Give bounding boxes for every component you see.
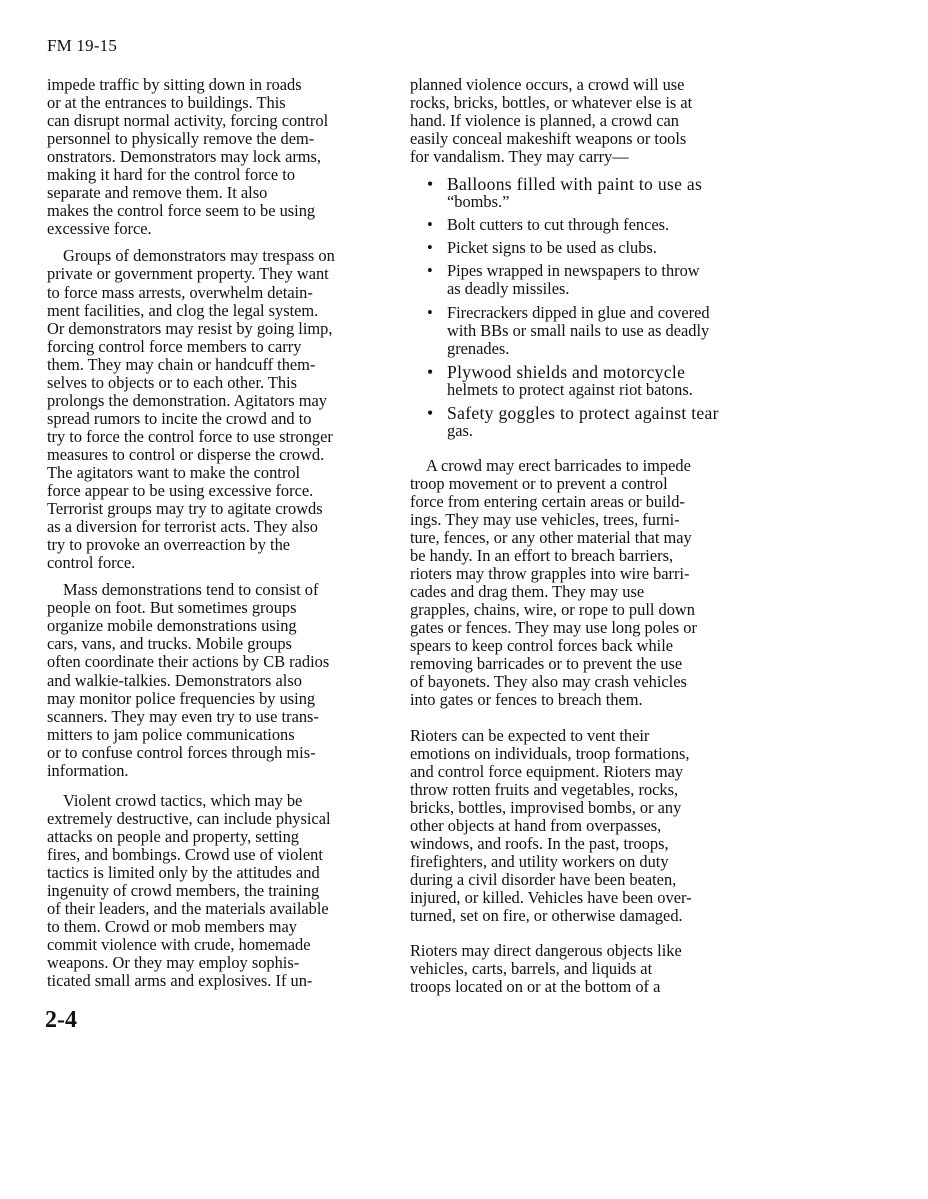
text-line: throw rotten fruits and vegetables, rocks, (410, 779, 679, 799)
text-line: making it hard for the control force to (47, 165, 296, 185)
text-line: and control force equipment. Rioters may (410, 761, 684, 781)
text-line: ticated small arms and explosives. If un- (47, 971, 313, 991)
text-line: ment facilities, and clog the legal system. (47, 300, 319, 320)
list-item (410, 216, 745, 234)
list-item-text: Plywood shields and motorcycle (447, 361, 686, 382)
paragraph (47, 581, 379, 780)
text-line: often coordinate their actions by CB radios (47, 652, 330, 672)
page-number: 2-4 (45, 1007, 77, 1033)
text-line: The agitators want to make the control (47, 462, 301, 482)
text-line: or to confuse control forces through mis- (47, 742, 316, 762)
text-line: commit violence with crude, homemade (47, 935, 311, 955)
list-item-text: with BBs or small nails to use as deadly (447, 320, 710, 340)
text-line: attacks on people and property, setting (47, 826, 300, 846)
paragraph (410, 76, 745, 166)
text-line: to force mass arrests, overwhelm detain- (47, 282, 313, 302)
list-item-text: Picket signs to be used as clubs. (447, 238, 657, 258)
text-line: bricks, bottles, improvised bombs, or any (410, 797, 682, 817)
text-line: into gates or fences to breach them. (410, 690, 643, 710)
list-item-text: grenades. (447, 338, 510, 358)
text-line: troop movement or to prevent a control (410, 473, 668, 493)
document-header: FM 19-15 (47, 36, 118, 55)
bullet-icon: • (427, 261, 433, 281)
text-line: private or government property. They want (47, 264, 329, 284)
text-line: force from entering certain areas or build- (410, 491, 685, 511)
text-line: selves to objects or to each other. This (47, 372, 298, 392)
bullet-icon: • (427, 174, 434, 195)
text-line: Rioters can be expected to vent their (410, 725, 650, 745)
list-item-text: helmets to protect against riot batons. (447, 379, 693, 399)
list-item-text: Firecrackers dipped in glue and covered (447, 302, 710, 322)
text-line: may monitor police frequencies by using (47, 688, 316, 708)
list-item-text: Bolt cutters to cut through fences. (447, 215, 670, 235)
text-line: spears to keep control forces back while (410, 636, 674, 656)
text-line: turned, set on fire, or otherwise damaged. (410, 905, 683, 925)
text-line: gates or fences. They may use long poles or (410, 618, 697, 638)
text-line: injured, or killed. Vehicles have been over- (410, 887, 692, 907)
bullet-icon: • (427, 302, 433, 322)
list-item-text: Pipes wrapped in newspapers to throw (447, 261, 700, 281)
text-line: weapons. Or they may employ sophis- (47, 953, 300, 973)
text-line: A crowd may erect barricades to impede (426, 455, 691, 475)
text-line: Mass demonstrations tend to consist of (63, 580, 319, 600)
list-item (410, 262, 745, 298)
text-line: during a civil disorder have been beaten, (410, 869, 677, 889)
paragraph (410, 457, 745, 710)
text-line: spread rumors to incite the crowd and to (47, 408, 312, 428)
paragraph (47, 76, 379, 238)
text-line: try to force the control force to use stronger (47, 426, 333, 446)
text-line: cars, vans, and trucks. Mobile groups (47, 634, 292, 654)
left-column (47, 76, 379, 990)
list-item-text: gas. (447, 420, 473, 440)
text-line: fires, and bombings. Crowd use of violent (47, 844, 323, 864)
text-line: information. (47, 760, 129, 780)
paragraph (410, 942, 745, 996)
list-item-text: as deadly missiles. (447, 279, 570, 299)
text-line: planned violence occurs, a crowd will use (410, 75, 685, 94)
text-line: ingenuity of crowd members, the training (47, 881, 320, 901)
text-line: Terrorist groups may try to agitate crowds (47, 499, 323, 519)
text-line: for vandalism. They may carry— (410, 147, 629, 167)
text-line: and walkie-talkies. Demonstrators also (47, 670, 302, 690)
text-line: of bayonets. They also may crash vehicles (410, 672, 687, 692)
text-line: ings. They may use vehicles, trees, furni- (410, 509, 680, 529)
text-line: extremely destructive, can include physical (47, 808, 331, 828)
text-line: Or demonstrators may resist by going limp, (47, 318, 333, 338)
list-item (410, 404, 745, 440)
text-line: hand. If violence is planned, a crowd can (410, 111, 679, 131)
text-line: prolongs the demonstration. Agitators may (47, 390, 327, 410)
text-line: windows, and roofs. In the past, troops, (410, 833, 669, 853)
text-line: removing barricades or to prevent the use (410, 654, 683, 674)
text-line: excessive force. (47, 219, 152, 239)
text-line: of their leaders, and the materials available (47, 899, 329, 919)
list-item-text: Safety goggles to protect against tear (447, 402, 719, 423)
text-line: people on foot. But sometimes groups (47, 598, 297, 618)
text-line: try to provoke an overreaction by the (47, 535, 291, 555)
text-line: grapples, chains, wire, or rope to pull down (410, 600, 695, 620)
text-line: Violent crowd tactics, which may be (63, 790, 303, 810)
text-line: them. They may chain or handcuff them- (47, 354, 316, 374)
text-line: cades and drag them. They may use (410, 582, 645, 602)
text-line: easily conceal makeshift weapons or tools (410, 129, 687, 149)
text-line: force appear to be using excessive force. (47, 481, 314, 501)
text-line: troops located on or at the bottom of a (410, 977, 661, 997)
text-line: scanners. They may even try to use trans- (47, 706, 319, 726)
bullet-icon: • (427, 361, 434, 382)
text-line: forcing control force members to carry (47, 336, 302, 356)
text-line: emotions on individuals, troop formations, (410, 743, 690, 763)
paragraph (47, 247, 379, 572)
text-line: firefighters, and utility workers on duty (410, 851, 669, 871)
text-line: can disrupt normal activity, forcing control (47, 111, 329, 131)
text-line: control force. (47, 553, 136, 573)
list-item (410, 175, 745, 211)
text-line: or at the entrances to buildings. This (47, 93, 286, 113)
list-item (410, 239, 745, 257)
paragraph (47, 792, 379, 991)
text-line: organize mobile demonstrations using (47, 616, 297, 636)
text-line: measures to control or disperse the crowd. (47, 444, 325, 464)
bullet-list (410, 175, 745, 440)
text-line: personnel to physically remove the dem- (47, 129, 315, 149)
list-item-text: Balloons filled with paint to use as (447, 174, 703, 195)
text-line: mitters to jam police communications (47, 724, 295, 744)
text-line: other objects at hand from overpasses, (410, 815, 662, 835)
list-item-text: “bombs.” (447, 192, 510, 212)
text-line: rocks, bricks, bottles, or whatever else is at (410, 93, 693, 113)
bullet-icon: • (427, 238, 433, 258)
text-line: onstrators. Demonstrators may lock arms, (47, 147, 322, 167)
text-line: Groups of demonstrators may trespass on (63, 246, 335, 266)
text-line: vehicles, carts, barrels, and liquids at (410, 959, 653, 979)
paragraph (410, 727, 745, 926)
list-item (410, 304, 745, 358)
list-item (410, 363, 745, 399)
text-line: to them. Crowd or mob members may (47, 917, 297, 937)
bullet-icon: • (427, 215, 433, 235)
text-line: tactics is limited only by the attitudes and (47, 862, 320, 882)
text-line: impede traffic by sitting down in roads (47, 75, 302, 94)
text-line: ture, fences, or any other material that may (410, 528, 692, 548)
text-line: makes the control force seem to be using (47, 201, 316, 221)
text-line: be handy. In an effort to breach barriers, (410, 546, 674, 566)
right-column (410, 76, 745, 996)
text-line: rioters may throw grapples into wire barri- (410, 564, 690, 584)
text-line: as a diversion for terrorist acts. They also (47, 517, 318, 537)
text-line: Rioters may direct dangerous objects like (410, 941, 682, 961)
text-line: separate and remove them. It also (47, 183, 268, 203)
bullet-icon: • (427, 402, 434, 423)
